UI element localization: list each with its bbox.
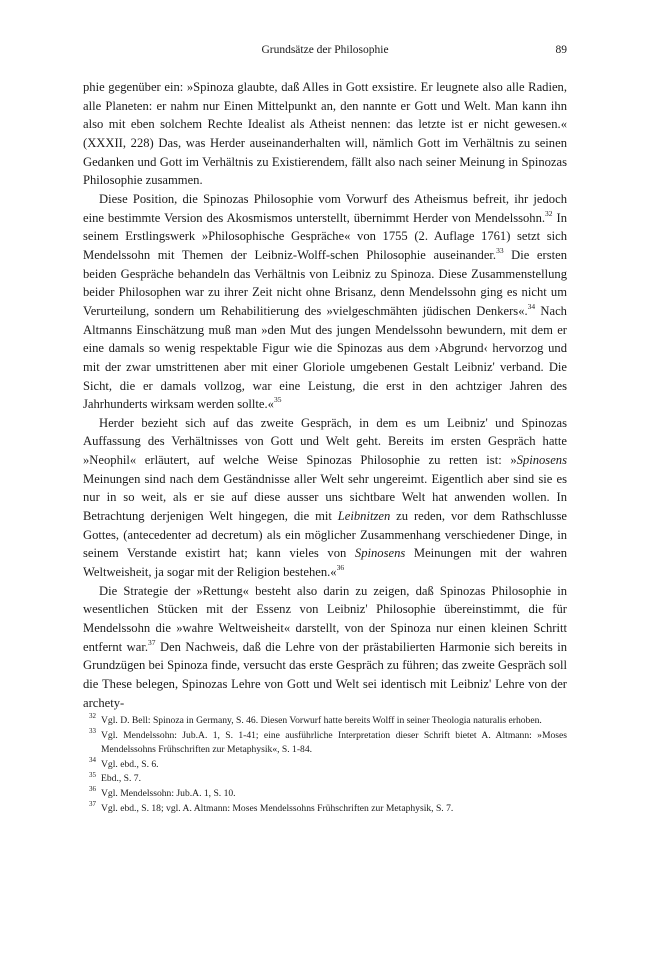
footnote-text: Ebd., S. 7. [101, 773, 141, 785]
footnote-text: Vgl. Mendelssohn: Jub.A. 1, S. 10. [101, 787, 236, 799]
paragraph-1 [83, 78, 567, 190]
footnote [83, 714, 567, 729]
paragraph-3-text-b: Meinungen sind nach dem Geständnisse aller Welt sehr ungereimt. Eigentlich aber sind sie es nur in so weit, als er sie auf diese ausser uns sichtbare Welt hat anwenden wollen. In Betrachtung derjenigen Welt hingegen, die mit [83, 471, 567, 524]
footnote-text: Vgl. D. Bell: Spinoza in Germany, S. 46. Diesen Vorwurf hatte bereits Wolff in seiner Theologia naturalis erhoben. [101, 715, 542, 726]
body-text [83, 78, 567, 712]
italic-term: Spinosens [354, 546, 406, 561]
footnote-number: 33 [89, 726, 96, 735]
footnote-number: 35 [89, 770, 96, 779]
footnote [83, 799, 567, 817]
paragraph-2 [83, 190, 567, 414]
footnote-ref-33: 33 [496, 246, 504, 256]
footnote [83, 772, 567, 787]
paragraph-3 [83, 414, 567, 582]
paragraph-4 [83, 582, 567, 713]
footnote-text: Vgl. Mendelssohn: Jub.A. 1, S. 1-41; eine ausführliche Interpretation dieser Schrift bietet A. Altmann: »Moses Mendelssohns Frühschriften zur Metaphysik«, S. 1-84. [101, 729, 567, 756]
italic-term: Spinosens [516, 453, 567, 468]
paragraph-2-text-a: Diese Position, die Spinozas Philosophie vom Vorwurf des Atheismus befreit, ihr jedoch eine bestimmte Version des Akosmismos unterstellt, übernimmt Herder von Mendelssohn. [83, 191, 567, 225]
footnote-number: 32 [89, 712, 96, 721]
paragraph-4-text-a: Die Strategie der »Rettung« besteht also darin zu zeigen, daß Spinozas Philosophie in wesentlichen Stücken mit der Essenz von Leibniz' Philosophie übereinstimmt, die für Mendelssohn die »wahre Weltweisheit« darstellt, von der Spinoza nur einen kleinen Schritt entfernt war. [83, 583, 567, 654]
footnote-ref-35: 35 [273, 395, 282, 405]
italic-term: Leibnitzen [337, 509, 391, 524]
footnote-number: 36 [89, 785, 96, 794]
paragraph-3-text-c: zu reden, vor dem Rathschlusse Gottes, (antecedenter ad decretum) als ein möglicher Zusammenhang verschiedener Dinge, in seinem Verstande existirt hat; kann vieles von [83, 509, 567, 561]
paragraph-4-text-b: Den Nachweis, daß die Lehre von der prästabilierten Harmonie sich bereits in Grundzügen bei Spinoza finde, versucht das erste Gespräch zu führen; das zweite Gespräch soll die These belegen, Spinozas Lehre von Gott und Welt sei identisch mit Leibniz' Lehre von der archety- [83, 639, 568, 710]
paragraph-2-text-b: In seinem Erstlingswerk »Philosophische Gespräche« von 1755 (2. Auflage 1761) setzt sich Mendelssohn mit Themen der Leibniz-Wolff-schen Philosophie auseinander. [83, 210, 567, 262]
footnote-text: Vgl. ebd., S. 18; vgl. A. Altmann: Moses Mendelssohns Frühschriften zur Metaphysik, S. 7. [101, 802, 454, 814]
paragraph-1-text: phie gegenüber ein: »Spinoza glaubte, daß Alles in Gott exsistire. Er leugnete also alle Radien, alle Planeten: er nahm nur Einen Mittelpunkt an, den nannte er Gott und Welt. Man kann ihn also mit eben solchem Rechte Idealist als Atheist nennen: das letzte ist er nicht gewesen.« (XXXII, 228) Das, was Herder auseinanderhalten will, nämlich Gott im Verhältnis zu seinen Gedanken und Gott im Verhältnis zu Existierendem, fällt also nach seiner Meinung in Spinozas Philosophie zusammen. [83, 80, 567, 188]
footnote-ref-37: 37 [147, 638, 156, 647]
running-header [83, 44, 567, 60]
footnote-number: 37 [89, 799, 96, 808]
footnotes [83, 714, 567, 816]
paragraph-2-text-d: Nach Altmanns Einschätzung muß man »den Mut des jungen Mendelssohn bewundern, mit dem er eine damals so wenig respektable Figur wie die Spinozas aus dem ›Abgrund‹ hervorzog und mit der zwar umstrittenen aber mit einer Gloriole umgebenen Gestalt Leibniz' verband. Die Sicht, die er damals vollzog, war eine Leistung, die erst in den achtziger Jahren des Jahrhunderts wirksam werden sollte.« [83, 303, 567, 412]
paragraph-3-text-d: Meinungen mit der wahren Weltweisheit, ja sogar mit der Religion bestehen.« [83, 546, 567, 580]
page-number: 89 [555, 44, 567, 56]
footnote-ref-32: 32 [545, 208, 553, 218]
footnote [83, 758, 567, 773]
footnote-ref-36: 36 [336, 563, 345, 573]
footnote [83, 787, 567, 802]
running-title: Grundsätze der Philosophie [261, 44, 389, 56]
paragraph-2-text-c: Die ersten beiden Gespräche behandeln das Verhältnis von Leibniz zu Spinoza. Diese Zusammenstellung beider Philosophen war zu ihrer Zeit nicht ohne Brisanz, denn Mendelssohn ging es nicht um Verurteilung, sondern um Rehabilitierung des »vielgeschmähten jüdischen Denkers«. [83, 247, 567, 318]
footnote-ref-34: 34 [527, 302, 536, 312]
footnote [83, 726, 567, 758]
paragraph-3-text-a: Herder bezieht sich auf das zweite Gespräch, in dem es um Leibniz' und Spinozas Auffassung des Verhältnisses von Gott und Welt geht. Bereits im ersten Gespräch hatte »Neophil« erläutert, auf welche Weise Spinozas Philosophie zu retten ist: » [83, 415, 567, 468]
footnote-number: 34 [89, 756, 96, 765]
footnote-text: Vgl. ebd., S. 6. [101, 758, 159, 770]
